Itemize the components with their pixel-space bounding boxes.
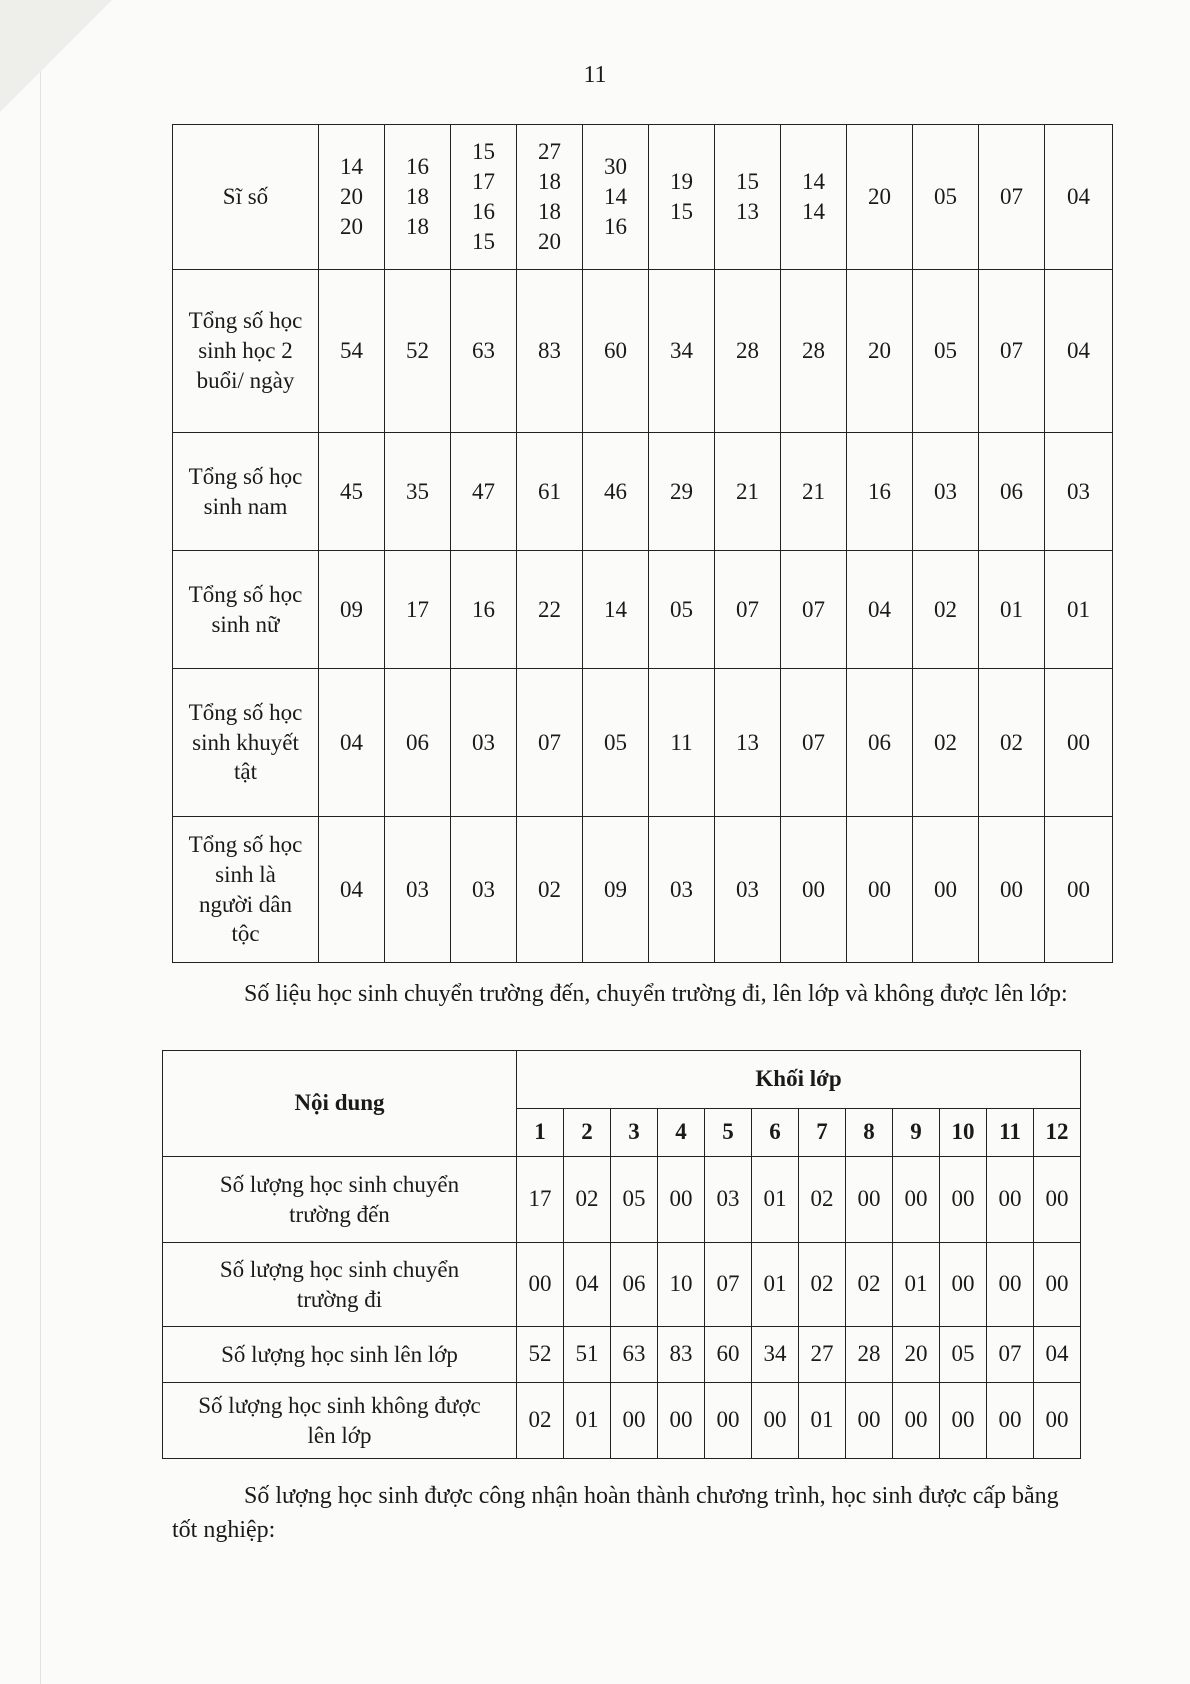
table-cell: 00 [705, 1383, 752, 1459]
table-cell: 03 [913, 433, 979, 551]
table-cell: 03 [385, 817, 451, 963]
table-cell: 01 [799, 1383, 846, 1459]
table-cell: 07 [979, 270, 1045, 433]
table-cell: 28 [781, 270, 847, 433]
table-cell: 34 [649, 270, 715, 433]
table-cell: 02 [979, 669, 1045, 817]
table-cell: 27 18 18 20 [517, 125, 583, 270]
table-cell: 00 [752, 1383, 799, 1459]
table-row [163, 1157, 1081, 1243]
table-row [163, 1327, 1081, 1383]
table-cell: 20 [893, 1327, 940, 1383]
table-row [163, 1383, 1081, 1459]
table-cell: 07 [705, 1243, 752, 1327]
table-cell: 03 [451, 817, 517, 963]
table-cell: 07 [781, 669, 847, 817]
table-cell: 00 [1034, 1383, 1081, 1459]
table-cell: 83 [658, 1327, 705, 1383]
table-cell: 04 [847, 551, 913, 669]
row-label: Tổng số học sinh khuyết tật [173, 669, 319, 817]
table-cell: 02 [913, 551, 979, 669]
table-cell: 63 [451, 270, 517, 433]
table-cell: 05 [913, 270, 979, 433]
student-statistics-table [172, 124, 1113, 963]
table-cell: 14 14 [781, 125, 847, 270]
table-cell: 45 [319, 433, 385, 551]
table-cell: 60 [583, 270, 649, 433]
grade-header: 7 [799, 1109, 846, 1157]
table-cell: 01 [979, 551, 1045, 669]
table-cell: 01 [752, 1157, 799, 1243]
table-cell: 02 [564, 1157, 611, 1243]
table-cell: 00 [940, 1383, 987, 1459]
table-cell: 00 [893, 1383, 940, 1459]
table-row [173, 125, 1113, 270]
table-cell: 06 [385, 669, 451, 817]
table-cell: 00 [611, 1383, 658, 1459]
table-cell: 00 [940, 1157, 987, 1243]
table-cell: 51 [564, 1327, 611, 1383]
table-cell: 29 [649, 433, 715, 551]
table-cell: 01 [564, 1383, 611, 1459]
grade-header: 4 [658, 1109, 705, 1157]
table-cell: 14 20 20 [319, 125, 385, 270]
table-cell: 30 14 16 [583, 125, 649, 270]
grade-header: 3 [611, 1109, 658, 1157]
grade-header: 2 [564, 1109, 611, 1157]
table-row [163, 1243, 1081, 1327]
table-cell: 17 [517, 1157, 564, 1243]
row-label: Sĩ số [173, 125, 319, 270]
grade-header: 5 [705, 1109, 752, 1157]
table-cell: 00 [893, 1157, 940, 1243]
table-row [173, 817, 1113, 963]
table-cell: 09 [583, 817, 649, 963]
table-cell: 06 [979, 433, 1045, 551]
table-cell: 00 [940, 1243, 987, 1327]
table-cell: 60 [705, 1327, 752, 1383]
table-cell: 04 [1034, 1327, 1081, 1383]
table-cell: 10 [658, 1243, 705, 1327]
table-cell: 46 [583, 433, 649, 551]
row-label: Tổng số học sinh nữ [173, 551, 319, 669]
table-cell: 03 [451, 669, 517, 817]
table-cell: 03 [649, 817, 715, 963]
table-cell: 22 [517, 551, 583, 669]
table-cell: 14 [583, 551, 649, 669]
table-cell: 00 [658, 1383, 705, 1459]
table-cell: 00 [847, 817, 913, 963]
table-cell: 00 [979, 817, 1045, 963]
table-cell: 02 [846, 1243, 893, 1327]
table-cell: 35 [385, 433, 451, 551]
transfer-data-intro: Số liệu học sinh chuyển trường đến, chuyển trường đi, lên lớp và không được lên lớp: [244, 981, 1068, 1007]
transfer-statistics-table [162, 1050, 1081, 1459]
table-cell: 13 [715, 669, 781, 817]
table-cell: 15 13 [715, 125, 781, 270]
row-label: Số lượng học sinh chuyển trường đến [163, 1157, 517, 1243]
table-cell: 21 [781, 433, 847, 551]
table-cell: 00 [517, 1243, 564, 1327]
table-cell: 34 [752, 1327, 799, 1383]
table-cell: 20 [847, 270, 913, 433]
table-cell: 07 [987, 1327, 1034, 1383]
table-cell: 52 [517, 1327, 564, 1383]
table-cell: 28 [715, 270, 781, 433]
row-label: Số lượng học sinh không được lên lớp [163, 1383, 517, 1459]
table-cell: 04 [1045, 125, 1113, 270]
table-cell: 01 [893, 1243, 940, 1327]
row-label: Số lượng học sinh chuyển trường đi [163, 1243, 517, 1327]
table-cell: 28 [846, 1327, 893, 1383]
table-row [173, 551, 1113, 669]
table-cell: 00 [913, 817, 979, 963]
table-cell: 09 [319, 551, 385, 669]
scan-margin-line [40, 0, 41, 1684]
table-cell: 07 [715, 551, 781, 669]
table-cell: 17 [385, 551, 451, 669]
table-row [173, 669, 1113, 817]
table-cell: 05 [913, 125, 979, 270]
table-cell: 61 [517, 433, 583, 551]
table-cell: 20 [847, 125, 913, 270]
table-cell: 02 [799, 1243, 846, 1327]
table-cell: 00 [1045, 669, 1113, 817]
graduation-data-intro: Số lượng học sinh được công nhận hoàn thành chương trình, học sinh được cấp bằng tốt nghiệp: [172, 1483, 1059, 1543]
table-cell: 01 [752, 1243, 799, 1327]
table-cell: 00 [1034, 1243, 1081, 1327]
table-cell: 05 [649, 551, 715, 669]
table-cell: 03 [1045, 433, 1113, 551]
table-cell: 00 [987, 1157, 1034, 1243]
table-cell: 06 [611, 1243, 658, 1327]
folded-corner [0, 0, 112, 112]
table-cell: 07 [781, 551, 847, 669]
grade-header: 1 [517, 1109, 564, 1157]
table-cell: 04 [319, 669, 385, 817]
table-cell: 03 [715, 817, 781, 963]
table-cell: 00 [846, 1157, 893, 1243]
table-cell: 03 [705, 1157, 752, 1243]
grade-header: 6 [752, 1109, 799, 1157]
table-cell: 54 [319, 270, 385, 433]
header-grade: Khối lớp [517, 1051, 1081, 1109]
grade-header: 8 [846, 1109, 893, 1157]
table-cell: 00 [781, 817, 847, 963]
table-cell: 21 [715, 433, 781, 551]
table-cell: 00 [658, 1157, 705, 1243]
row-label: Số lượng học sinh lên lớp [163, 1327, 517, 1383]
table-cell: 02 [517, 1383, 564, 1459]
table-cell: 16 18 18 [385, 125, 451, 270]
table-cell: 04 [564, 1243, 611, 1327]
row-label: Tổng số học sinh là người dân tộc [173, 817, 319, 963]
row-label: Tổng số học sinh học 2 buổi/ ngày [173, 270, 319, 433]
table-cell: 07 [979, 125, 1045, 270]
grade-header: 9 [893, 1109, 940, 1157]
table-cell: 05 [583, 669, 649, 817]
table-row [173, 270, 1113, 433]
table-cell: 15 17 16 15 [451, 125, 517, 270]
table-cell: 01 [1045, 551, 1113, 669]
table-cell: 00 [987, 1383, 1034, 1459]
table-cell: 63 [611, 1327, 658, 1383]
row-label: Tổng số học sinh nam [173, 433, 319, 551]
grade-header: 10 [940, 1109, 987, 1157]
table-cell: 16 [847, 433, 913, 551]
table-cell: 05 [940, 1327, 987, 1383]
grade-header: 11 [987, 1109, 1034, 1157]
table-cell: 00 [846, 1383, 893, 1459]
table-cell: 07 [517, 669, 583, 817]
table-cell: 02 [517, 817, 583, 963]
table-cell: 04 [319, 817, 385, 963]
table-cell: 11 [649, 669, 715, 817]
table-cell: 19 15 [649, 125, 715, 270]
table-cell: 16 [451, 551, 517, 669]
table-cell: 83 [517, 270, 583, 433]
table-cell: 04 [1045, 270, 1113, 433]
table-cell: 52 [385, 270, 451, 433]
page-number: 11 [583, 62, 607, 88]
table-cell: 00 [1045, 817, 1113, 963]
table-cell: 00 [1034, 1157, 1081, 1243]
table-cell: 02 [913, 669, 979, 817]
table-row [173, 433, 1113, 551]
table-cell: 05 [611, 1157, 658, 1243]
table-cell: 47 [451, 433, 517, 551]
table-cell: 02 [799, 1157, 846, 1243]
table-cell: 27 [799, 1327, 846, 1383]
table-cell: 00 [987, 1243, 1034, 1327]
table-cell: 06 [847, 669, 913, 817]
grade-header: 12 [1034, 1109, 1081, 1157]
header-content: Nội dung [163, 1051, 517, 1157]
